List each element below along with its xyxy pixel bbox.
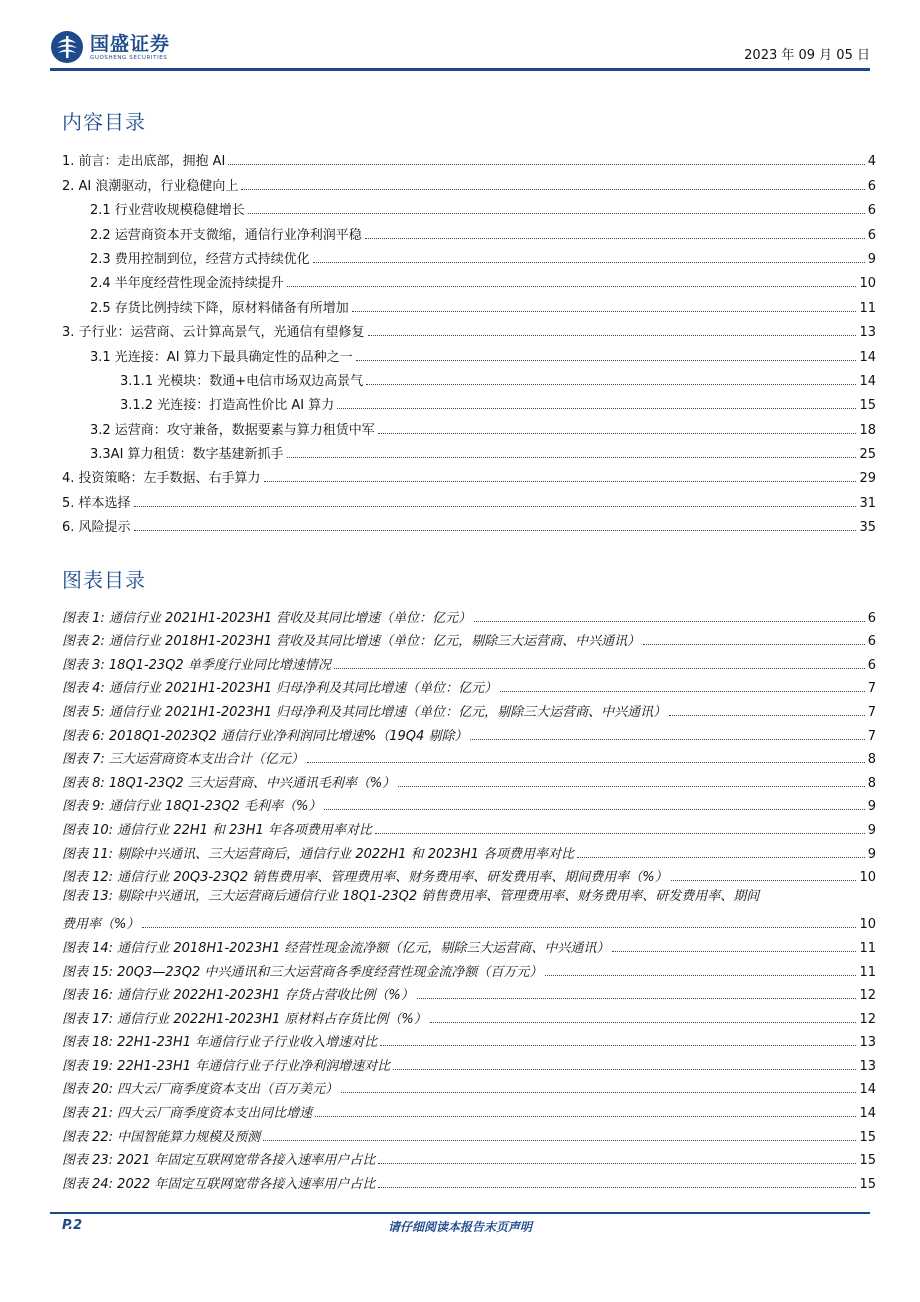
toc-entry[interactable]: 3.2 运营商：攻守兼备，数据要素与算力租赁中军 18 [90, 422, 876, 438]
toc-entry[interactable]: 2.4 半年度经营性现金流持续提升 10 [90, 276, 876, 292]
page-number: P.2 [62, 1218, 83, 1233]
toc-entry[interactable]: 2.5 存货比例持续下降，原材料储备有所增加 11 [90, 300, 876, 316]
figure-entry[interactable]: 图表 12: 通信行业 20Q3-23Q2 销售费用率、管理费用率、财务费用率、研发费用率、期间费用率（%） 10 [62, 870, 876, 886]
toc-entry[interactable]: 1. 前言：走出底部，拥抱 AI 4 [62, 154, 876, 170]
figure-entry[interactable]: 图表 6: 2018Q1-2023Q2 通信行业净利润同比增速%（19Q4 剔除） 7 [62, 728, 876, 744]
figure-entry[interactable]: 图表 7: 三大运营商资本支出合计（亿元） 8 [62, 752, 876, 768]
report-date: 2023 年 09 月 05 日 [744, 48, 870, 63]
figure-entry-continuation[interactable]: 费用率（%） 10 [62, 917, 876, 933]
figures-list [62, 602, 876, 1192]
figure-entry[interactable]: 图表 8: 18Q1-23Q2 三大运营商、中兴通讯毛利率（%） 8 [62, 775, 876, 791]
figure-entry[interactable]: 图表 20: 四大云厂商季度资本支出（百万美元） 14 [62, 1082, 876, 1098]
logo-english-name: GUOSHENG SECURITIES [90, 54, 168, 61]
toc-entry[interactable]: 2.3 费用控制到位，经营方式持续优化 9 [90, 251, 876, 267]
company-logo [50, 30, 170, 64]
header-divider [50, 68, 870, 71]
toc-entry[interactable]: 3.1.1 光模块：数通+电信市场双边高景气 14 [120, 373, 876, 389]
toc-entry[interactable]: 2.1 行业营收规模稳健增长 6 [90, 203, 876, 219]
toc-entry[interactable]: 3. 子行业：运营商、云计算高景气，光通信有望修复 13 [62, 325, 876, 341]
figure-entry[interactable]: 图表 14: 通信行业 2018H1-2023H1 经营性现金流净额（亿元，剔除三大运营商、中兴通讯） 11 [62, 940, 876, 956]
toc-entry[interactable]: 2. AI 浪潮驱动，行业稳健向上 6 [62, 178, 876, 194]
figure-entry[interactable]: 图表 21: 四大云厂商季度资本支出同比增速 14 [62, 1106, 876, 1122]
figure-entry[interactable]: 图表 1: 通信行业 2021H1-2023H1 营收及其同比增速（单位：亿元） 6 [62, 610, 876, 626]
logo-chinese-name: 国盛证券 [90, 32, 171, 55]
footer-divider [50, 1212, 870, 1214]
toc-list [62, 145, 876, 535]
figure-entry[interactable]: 图表 2: 通信行业 2018H1-2023H1 营收及其同比增速（单位：亿元，剔除三大运营商、中兴通讯） 6 [62, 634, 876, 650]
toc-entry[interactable]: 3.3AI 算力租赁：数字基建新抓手 25 [90, 447, 876, 463]
figure-entry[interactable]: 图表 23: 2021 年固定互联网宽带各接入速率用户占比 15 [62, 1153, 876, 1169]
figure-entry[interactable]: 图表 9: 通信行业 18Q1-23Q2 毛利率（%） 9 [62, 799, 876, 815]
figure-entry[interactable]: 图表 3: 18Q1-23Q2 单季度行业同比增速情况 6 [62, 657, 876, 673]
figure-entry[interactable]: 图表 18: 22H1-23H1 年通信行业子行业收入增速对比 13 [62, 1035, 876, 1051]
figure-entry[interactable]: 图表 4: 通信行业 2021H1-2023H1 归母净利及其同比增速（单位：亿元） 7 [62, 681, 876, 697]
guosheng-logo-icon [50, 30, 84, 64]
disclaimer-note: 请仔细阅读本报告末页声明 [387, 1220, 532, 1234]
figure-entry[interactable]: 图表 13: 剔除中兴通讯，三大运营商后通信行业 18Q1-23Q2 销售费用率、管理费用率、财务费用率、研发费用率、期间 [62, 889, 760, 905]
toc-title: 内容目录 [62, 110, 146, 134]
toc-entry[interactable]: 5. 样本选择 31 [62, 495, 876, 511]
figure-entry[interactable]: 图表 17: 通信行业 2022H1-2023H1 原材料占存货比例（%） 12 [62, 1011, 876, 1027]
toc-entry[interactable]: 2.2 运营商资本开支微缩，通信行业净利润平稳 6 [90, 227, 876, 243]
toc-entry[interactable]: 6. 风险提示 35 [62, 520, 876, 536]
figure-entry[interactable]: 图表 24: 2022 年固定互联网宽带各接入速率用户占比 15 [62, 1176, 876, 1192]
figures-title: 图表目录 [62, 568, 146, 592]
toc-entry[interactable]: 3.1 光连接：AI 算力下最具确定性的品种之一 14 [90, 349, 876, 365]
figure-entry[interactable]: 图表 16: 通信行业 2022H1-2023H1 存货占营收比例（%） 12 [62, 988, 876, 1004]
toc-entry[interactable]: 4. 投资策略：左手数据、右手算力 29 [62, 471, 876, 487]
toc-entry[interactable]: 3.1.2 光连接：打造高性价比 AI 算力 15 [120, 398, 876, 414]
page-header [50, 26, 870, 70]
figure-entry[interactable]: 图表 5: 通信行业 2021H1-2023H1 归母净利及其同比增速（单位：亿元，剔除三大运营商、中兴通讯） 7 [62, 704, 876, 720]
figure-entry[interactable]: 图表 10: 通信行业 22H1 和 23H1 年各项费用率对比 9 [62, 822, 876, 838]
figure-entry[interactable]: 图表 15: 20Q3—23Q2 中兴通讯和三大运营商各季度经营性现金流净额（百万元） 11 [62, 964, 876, 980]
figure-entry[interactable]: 图表 19: 22H1-23H1 年通信行业子行业净利润增速对比 13 [62, 1058, 876, 1074]
figure-entry[interactable]: 图表 22: 中国智能算力规模及预测 15 [62, 1129, 876, 1145]
figure-entry[interactable]: 图表 11: 剔除中兴通讯、三大运营商后，通信行业 2022H1 和 2023H1 各项费用率对比 9 [62, 846, 876, 862]
